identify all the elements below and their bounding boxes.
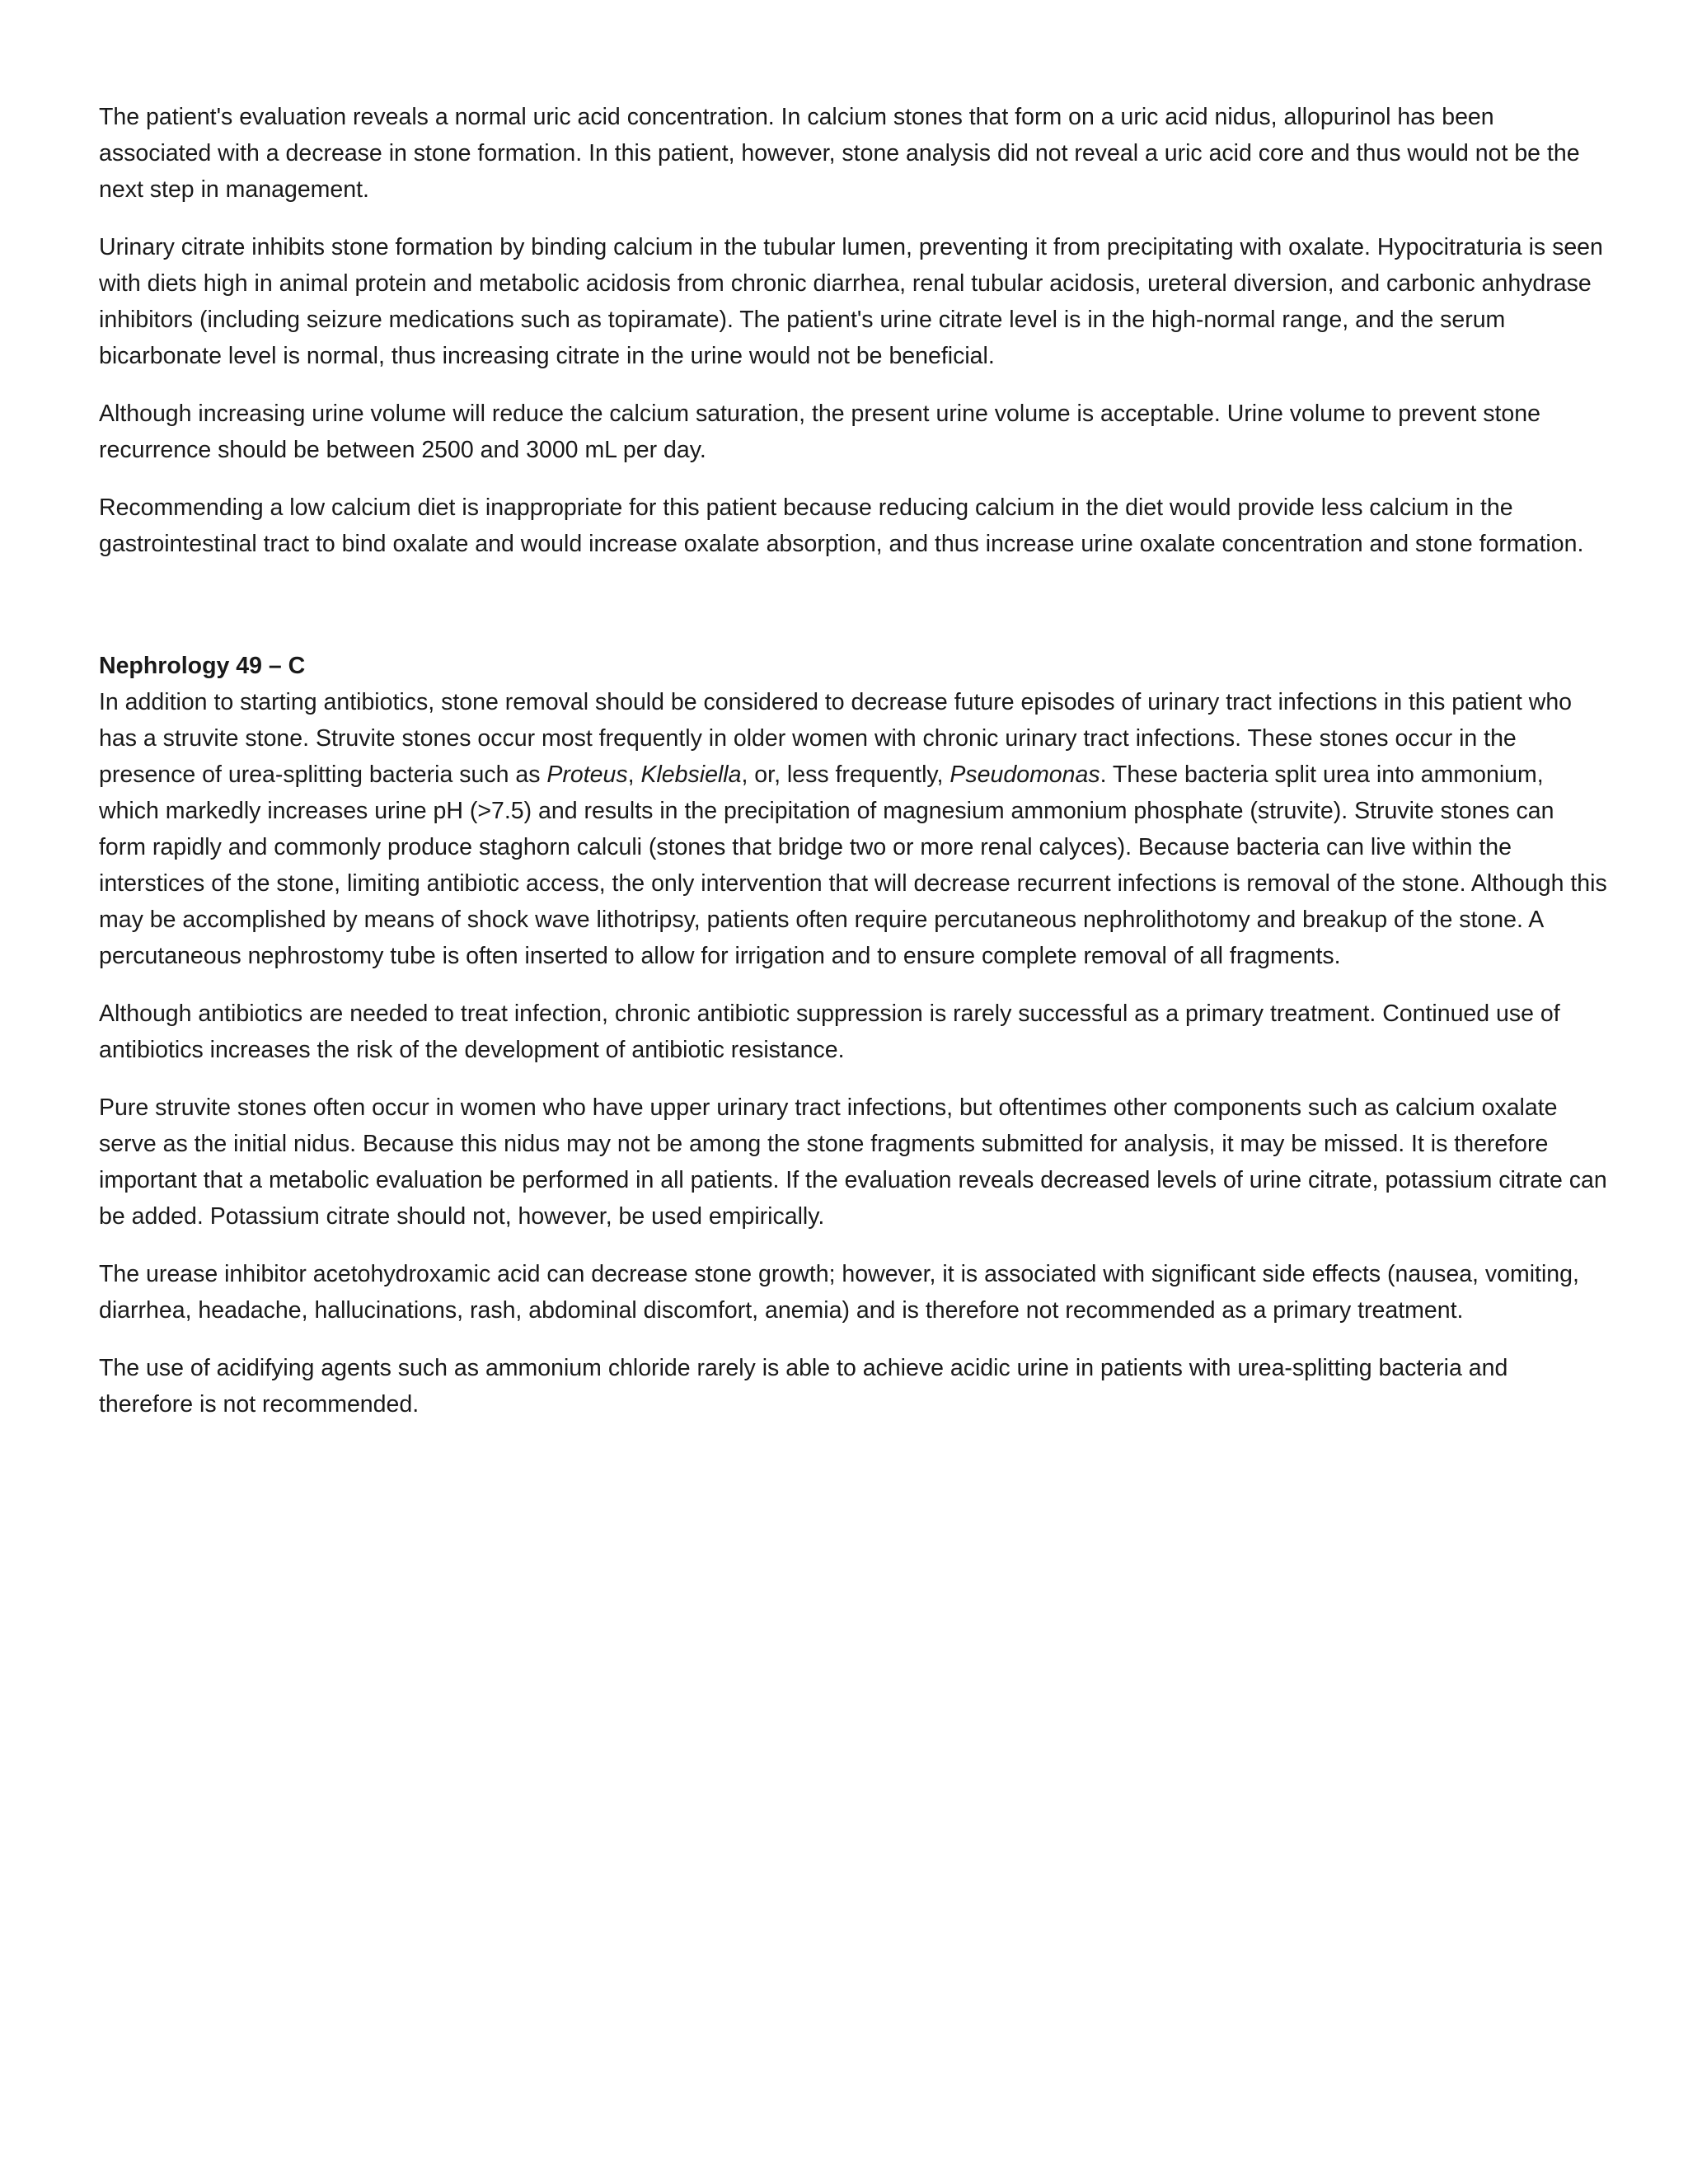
paragraph-metabolic-evaluation: Pure struvite stones often occur in women who have upper urinary tract infections, but oftentimes other components such as calcium oxalate serve as the initial nidus. Because this nidus may not be among the stone fragments submitted for analysis, it may be missed. It is therefore important that a metabolic evaluation be performed in all patients. If the evaluation reveals decreased levels of urine citrate, potassium citrate can be added. Potassium citrate should not, however, be used empirically. <box>99 1094 1607 1230</box>
section-spacer <box>99 583 1607 648</box>
paragraph-low-calcium-diet: Recommending a low calcium diet is inappropriate for this patient because reducing calcium in the diet would provide less calcium in the gastrointestinal tract to bind oxalate and would increase oxalate absorption, and thus increase urine oxalate concentration and stone formation. <box>99 494 1584 557</box>
paragraph-stone-removal <box>99 684 1607 974</box>
paragraph-urease-inhibitor: The urease inhibitor acetohydroxamic acid can decrease stone growth; however, it is associated with significant side effects (nausea, vomiting, diarrhea, headache, hallucinations, rash, abdominal discomfort, anemia) and is therefore not recommended as a primary treatment. <box>99 1261 1579 1324</box>
paragraph-uric-acid: The patient's evaluation reveals a normal uric acid concentration. In calcium stones that form on a uric acid nidus, allopurinol has been associated with a decrease in stone formation. In this patient, however, stone analysis did not reveal a uric acid core and thus would not be the next step in management. <box>99 104 1580 203</box>
bacteria-name-klebsiella: Klebsiella <box>640 762 742 788</box>
text-run: , <box>627 762 641 788</box>
document-page <box>99 99 1607 1444</box>
paragraph-antibiotic-suppression: Although antibiotics are needed to treat infection, chronic antibiotic suppression is rarely successful as a primary treatment. Continued use of antibiotics increases the risk of the development of antibiotic resistance. <box>99 1001 1560 1063</box>
paragraph-acidifying-agents: The use of acidifying agents such as ammonium chloride rarely is able to achieve acidic urine in patients with urea-splitting bacteria and therefore is not recommended. <box>99 1355 1508 1418</box>
paragraph-urinary-citrate: Urinary citrate inhibits stone formation by binding calcium in the tubular lumen, preventing it from precipitating with oxalate. Hypocitraturia is seen with diets high in animal protein and metabolic acidosis from chronic diarrhea, renal tubular acidosis, ureteral diversion, and carbonic anhydrase inhibitors (including seizure medications such as topiramate). The patient's urine citrate level is in the high-normal range, and the serum bicarbonate level is normal, thus increasing citrate in the urine would not be beneficial. <box>99 234 1603 369</box>
text-run: In addition to starting antibiotics, stone removal should be considered to decrease future episodes of urinary tract infections in this patient who has a struvite stone. Struvite stones occur most frequently in older women with chronic urinary tract infections. These stones occur in the presence of urea-splitting bacteria such as <box>99 689 1573 788</box>
bacteria-name-proteus: Proteus <box>546 762 628 788</box>
section-heading: Nephrology 49 – C <box>99 653 306 679</box>
paragraph-urine-volume: Although increasing urine volume will reduce the calcium saturation, the present urine volume is acceptable. Urine volume to prevent stone recurrence should be between 2500 and 3000 mL per day. <box>99 401 1540 463</box>
text-run: . These bacteria split urea into ammonium, which markedly increases urine pH (>7.5) and results in the precipitation of magnesium ammonium phosphate (struvite). Struvite stones can form rapidly and commonly produce staghorn calculi (stones that bridge two or more renal calyces). Because bacteria can live within the interstices of the stone, limiting antibiotic access, the only intervention that will decrease recurrent infections is removal of the stone. Although this may be accomplished by means of shock wave lithotripsy, patients often require percutaneous nephrolithotomy and breakup of the stone. A percutaneous nephrostomy tube is often inserted to allow for irrigation and to ensure complete removal of all fragments. <box>99 762 1607 969</box>
text-run: , or, less frequently, <box>741 762 950 788</box>
bacteria-name-pseudomonas: Pseudomonas <box>950 762 1100 788</box>
